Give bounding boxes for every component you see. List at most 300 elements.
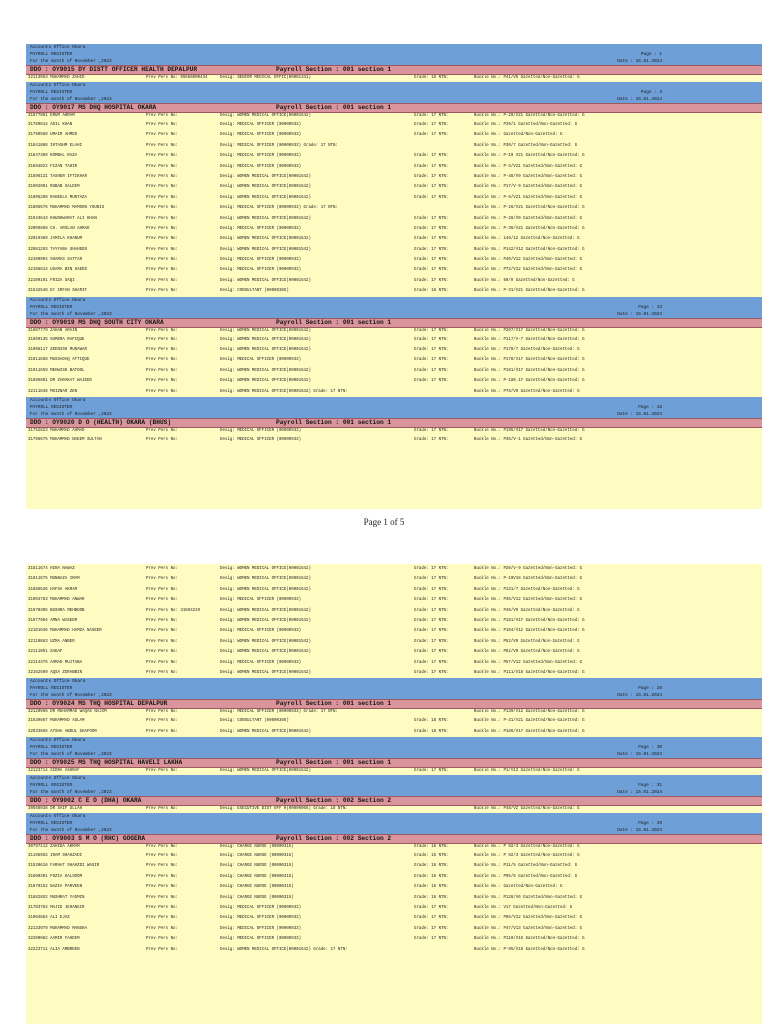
designation: Desig: MEDICAL OFFICER (00000933) xyxy=(220,437,302,442)
employee-name: 32019389 JAMILA KHANUM xyxy=(28,237,83,242)
report-date: Date : 15.01.2024 xyxy=(617,59,662,64)
buckle-no: Buckle No.: P181/V17 Gazetted/Non-Gazetted: G xyxy=(474,368,585,373)
report-date: Date : 15.01.2024 xyxy=(617,828,662,834)
prev-pers-no: Prev Pers No: xyxy=(146,906,178,911)
grade: Grade: 17 NTN: xyxy=(414,650,449,655)
grade: Grade: 16 NTN: xyxy=(414,845,449,850)
ddo-title: DDO : OY9019 MS DHQ SOUTH CITY OKARA xyxy=(30,318,164,326)
prev-pers-no: Prev Pers No: xyxy=(146,639,178,644)
grade: Grade: 17 NTN: xyxy=(414,608,449,613)
employee-name: 32081293 TAYYABA SHAHEEN xyxy=(28,247,87,252)
grade: Grade: 17 NTN: xyxy=(414,258,449,263)
employee-name: 32111046 MOIZNAR ZEN xyxy=(28,389,78,394)
payroll-section: Payroll Section : 001 section 1 xyxy=(276,418,392,426)
grade: Grade: 17 NTN: xyxy=(414,123,449,127)
employee-row xyxy=(26,328,762,335)
buckle-no: Buckle No.: P195/V17 Gazetted/Non-Gazetted: G xyxy=(474,428,585,433)
grade: Grade: 17 NTN: xyxy=(414,926,449,931)
ddo-title: DDO : OY9017 MS DHQ HOSPITAL OKARA xyxy=(30,104,157,111)
report-header xyxy=(26,44,762,65)
grade: Grade: 17 NTN: xyxy=(414,337,449,342)
designation: Desig: MEDICAL OFFICER (00000933) Grade: 17 NTN: xyxy=(220,206,338,211)
office-name: Accounts Office Okara xyxy=(30,814,86,820)
employee-row xyxy=(26,435,762,445)
office-name: Accounts Office Okara xyxy=(30,83,86,88)
employee-name: 32223711 ALIA AMBREEN xyxy=(28,947,80,952)
designation: Desig: MEDICAL OFFICER (00000933) xyxy=(220,660,302,665)
employee-name: 30568038 DR SAIF ULLAH xyxy=(28,807,83,812)
designation: Desig: WOMEN MEDICAL OFFICE(00001542) Grade: 17 NTN: xyxy=(220,389,348,394)
prev-pers-no: Prev Pers No: xyxy=(146,389,178,394)
prev-pers-no: Prev Pers No: xyxy=(146,854,178,859)
designation: Desig: WOMEN MEDICAL OFFICE(00001542) xyxy=(220,216,311,221)
buckle-no: Buckle No.: P82/V9 Gazetted/Non-Gazetted: G xyxy=(474,650,580,655)
employee-name: 31943643 KHUDHWARAT ALI KHAN xyxy=(28,216,97,221)
employee-row xyxy=(26,75,762,82)
grade: Grade: 17 NTN: xyxy=(414,769,449,774)
grade: Grade: 16 NTN: xyxy=(414,854,449,859)
grade: Grade: 17 NTN: xyxy=(414,587,449,592)
prev-pers-no: Prev Pers No: xyxy=(146,916,178,921)
employee-name: 31894022 FIZAN TAHIR xyxy=(28,164,78,169)
employee-name: 31904783 MUHAMMAD ANWAR xyxy=(28,598,85,603)
buckle-no: Buckle No.: P178/V17 Gazetted/Non-Gazetted: G xyxy=(474,358,585,363)
employee-row xyxy=(26,934,762,944)
employee-row xyxy=(26,193,762,203)
employee-row xyxy=(26,564,762,574)
prev-pers-no: Prev Pers No: xyxy=(146,185,178,190)
report-title: PAYROLL REGISTER xyxy=(30,404,73,410)
report-header xyxy=(26,737,762,758)
ddo-bar xyxy=(26,103,762,113)
employee-row xyxy=(26,286,762,296)
report-date: Date : 15.01.2024 xyxy=(617,311,662,317)
designation: Desig: WOMEN MEDICAL OFFICE(00001542) xyxy=(220,185,311,190)
employee-row xyxy=(26,182,762,192)
buckle-no: Buckle No.: P95/6 Gazetted/Non-Gazetted: G xyxy=(474,874,578,879)
employee-row xyxy=(26,861,762,871)
buckle-no: Buckle No.: P-29/V21 Gazetted/Non-Gazetted: G xyxy=(474,114,585,118)
buckle-no: Buckle No.: P-31/V21 Gazetted/Non-Gazetted: G xyxy=(474,289,585,294)
report-month: For the month of November ,2023 xyxy=(30,828,112,834)
employee-name: 31752823 MUHAMMAD AHMAD xyxy=(28,428,85,433)
grade: Grade: 17 NTN: xyxy=(414,660,449,665)
prev-pers-no: Prev Pers No: xyxy=(146,660,178,665)
grade: Grade: 17 NTN: xyxy=(414,670,449,675)
designation: Desig: WOMEN MEDICAL OFFICE(00001542) xyxy=(220,328,311,333)
employee-row xyxy=(26,844,762,851)
grade: Grade: 16 NTN: xyxy=(414,885,449,890)
buckle-no: Buckle No.: P117/V-7 Gazetted/Non-Gazetted: G xyxy=(474,337,585,342)
employee-row xyxy=(26,366,762,376)
prev-pers-no: Prev Pers No: xyxy=(146,845,178,850)
designation: Desig: WOMEN MEDICAL OFFICE(00001542) xyxy=(220,195,311,200)
buckle-no: Buckle No.: P181/V17 Gazetted/Non-Gazetted: G xyxy=(474,618,585,623)
employee-name: 31639867 MUHAMMAD ASLAM xyxy=(28,719,85,724)
employee-name: 31805676 MUHAMMAD MAMOON YOUNIS xyxy=(28,206,105,211)
page-number: Page : 31 xyxy=(638,783,662,789)
prev-pers-no: Prev Pers No: xyxy=(146,268,178,273)
grade: Grade: 18 NTN: xyxy=(414,289,449,294)
buckle-no: Buckle No.: P131/7 Gazetted/Non-Gazetted: G xyxy=(474,587,580,592)
buckle-no: Buckle No.: P40/V12 Gazetted/Non-Gazetted: G xyxy=(474,258,583,263)
report-header xyxy=(26,813,762,834)
prev-pers-no: Prev Pers No: xyxy=(146,437,178,442)
prev-pers-no: Prev Pers No: xyxy=(146,629,178,634)
employee-name: 31811675 MUNNAZA IRAM xyxy=(28,577,80,582)
buckle-no: Buckle No.: P 92/3 Gazetted/Non-Gazetted: G xyxy=(474,854,580,859)
employee-name: 32106814 USAMA BIN SAEED xyxy=(28,268,87,273)
prev-pers-no: Prev Pers No: xyxy=(146,807,178,812)
employee-row xyxy=(26,335,762,345)
designation: Desig: WOMEN MEDICAL OFFICE(00001542) xyxy=(220,247,311,252)
designation: Desig: WOMEN MEDICAL OFFICE(00001542) xyxy=(220,608,311,613)
grade: Grade: 17 NTN: xyxy=(414,629,449,634)
grade: Grade: 17 NTN: xyxy=(414,437,449,442)
prev-pers-no: Prev Pers No: xyxy=(146,895,178,900)
employee-name: 32111051 SADAF xyxy=(28,650,63,655)
employee-row xyxy=(26,245,762,255)
page-number: Page : 28 xyxy=(638,686,662,692)
prev-pers-no: Prev Pers No: xyxy=(146,670,178,675)
designation: Desig: WOMEN MEDICAL OFFICE(00001542) xyxy=(220,670,311,675)
payroll-section: Payroll Section : 001 section 1 xyxy=(276,318,392,326)
prev-pers-no: Prev Pers No: xyxy=(146,885,178,890)
prev-pers-no: Prev Pers No: xyxy=(146,123,178,127)
employee-row xyxy=(26,151,762,161)
employee-row xyxy=(26,141,762,151)
prev-pers-no: Prev Pers No: xyxy=(146,769,178,774)
employee-name: 32110863 UZMA ANBER xyxy=(28,639,75,644)
page-number: Page : 13 xyxy=(638,304,662,310)
office-name: Accounts Office Okara xyxy=(30,397,86,403)
employee-name: 31796675 MUHAMMAD NAEEM SULTAN xyxy=(28,437,102,442)
payroll-section: Payroll Section : 001 section 1 xyxy=(276,104,392,111)
prev-pers-no: Prev Pers No: xyxy=(146,598,178,603)
buckle-no: Buckle No.: P39/1 Gazetted/Non-Gazetted: G xyxy=(474,123,578,127)
report-header xyxy=(26,775,762,796)
employee-row xyxy=(26,224,762,234)
payroll-section: Payroll Section : 001 section 1 xyxy=(276,700,392,708)
designation: Desig: EXECUTIVE DIST OFF H(00000068) Grade: 18 NTN: xyxy=(220,807,348,812)
buckle-no: Buckle No.: P139/V12 Gazetted/Non-Gazetted: G xyxy=(474,710,585,715)
buckle-no: Buckle No.: P207/V17 Gazetted/Non-Gazetted: G xyxy=(474,328,585,333)
employee-name: 31196662 IRAM SHAHZADI xyxy=(28,854,83,859)
grade: Grade: 17 NTN: xyxy=(414,428,449,433)
employee-name: 31530616 FARHAT SHAHZDI WASIR xyxy=(28,864,100,869)
buckle-no: Buckle No.: P-48/V9 Gazetted/Non-Gazetted: G xyxy=(474,174,583,179)
report-month: For the month of November ,2023 xyxy=(30,693,112,699)
report-date: Date : 15.01.2024 xyxy=(617,752,662,758)
employee-name: 31902001 RUBAB SALEEM xyxy=(28,185,80,190)
grade: Grade: 16 NTN: xyxy=(414,895,449,900)
employee-row xyxy=(26,255,762,265)
employee-row xyxy=(26,658,762,668)
grade: Grade: 18 NTN: xyxy=(414,719,449,724)
employee-row xyxy=(26,709,762,716)
prev-pers-no: Prev Pers No: xyxy=(146,337,178,342)
employee-row xyxy=(26,945,762,955)
grade: Grade: 17 NTN: xyxy=(414,916,449,921)
ddo-title: DDO : OY9020 D O (HEALTH) OKARA (BHUS) xyxy=(30,418,172,426)
designation: Desig: WOMEN MEDICAL OFFICE(00001542) xyxy=(220,567,311,571)
prev-pers-no: Prev Pers No: 95556000434 xyxy=(146,76,208,80)
prev-pers-no: Prev Pers No: xyxy=(146,237,178,242)
designation: Desig: MEDICAL OFFICER (00000933) xyxy=(220,937,302,942)
ddo-bar xyxy=(26,418,762,428)
grade: Grade: 17 NTN: xyxy=(414,226,449,231)
designation: Desig: WOMEN MEDICAL OFFICE(00001542) Grade: 17 NTN: xyxy=(220,947,348,952)
grade: Grade: 17 NTN: xyxy=(414,216,449,221)
prev-pers-no: Prev Pers No: xyxy=(146,937,178,942)
grade: Grade: 17 NTN: xyxy=(414,247,449,252)
employee-name: 31886536 HAFSA AKRAM xyxy=(28,587,78,592)
employee-name: 31905200 RAHEELA MUNTAZA xyxy=(28,195,87,200)
employee-name: 32033665 AYSHA ABDUL GHAFOOR xyxy=(28,729,97,734)
buckle-no: Buckle No.: 146/12 Gazetted/Non-Gazetted: G xyxy=(474,237,580,242)
designation: Desig: MEDICAL OFFICER (00000933) xyxy=(220,916,302,921)
employee-row xyxy=(26,120,762,130)
grade: Grade: 17 NTN: xyxy=(414,639,449,644)
employee-name: 32009868 CH. ARSLAN AHMAD xyxy=(28,226,90,231)
employee-row xyxy=(26,903,762,913)
employee-name: 31847380 KOMBAL RAZA xyxy=(28,154,78,159)
buckle-no: Buckle No.: P78/V9 Gazetted/Non-Gazetted: G xyxy=(474,389,580,394)
buckle-no: Buckle No.: P30/7 Gazetted/Non-Gazetted: G xyxy=(474,143,578,148)
employee-name: 31882852 MUSHRAT YASMIN xyxy=(28,895,85,900)
buckle-no: Buckle No.: Gazetted/Non-Gazetted: G xyxy=(474,885,563,890)
designation: Desig: MEDICAL OFFICER (00000933) xyxy=(220,258,302,263)
grade: Grade: 17 NTN: xyxy=(414,237,449,242)
report-date: Date : 15.01.2024 xyxy=(617,97,662,102)
buckle-no: Buckle No.: P17/V-9 Gazetted/Non-Gazetted: G xyxy=(474,185,583,190)
prev-pers-no: Prev Pers No: xyxy=(146,567,178,571)
prev-pers-no: Prev Pers No: xyxy=(146,358,178,363)
employee-name: 31911659 MEHWISH BATOOL xyxy=(28,368,85,373)
ddo-bar xyxy=(26,65,762,75)
designation: Desig: WOMEN MEDICAL OFFICE(00001542) xyxy=(220,639,311,644)
prev-pers-no: Prev Pers No: xyxy=(146,926,178,931)
prev-pers-no: Prev Pers No: xyxy=(146,379,178,384)
employee-row xyxy=(26,606,762,616)
designation: Desig: WOMEN MEDICAL OFFICE(00001542) xyxy=(220,577,311,582)
grade: Grade: 17 NTN: xyxy=(414,164,449,169)
buckle-no: Buckle No.: P110/V16 Gazetted/Non-Gazetted: G xyxy=(474,937,585,942)
employee-name: 32120966 DR MUHAMMAD WAQAS NAJIM xyxy=(28,710,107,715)
grade: Grade: 17 NTN: xyxy=(414,379,449,384)
designation: Desig: CHARGE NURSE (00000315) xyxy=(220,874,294,879)
employee-row xyxy=(26,616,762,626)
buckle-no: Buckle No.: P57/V12 Gazetted/Non-Gazetted: G xyxy=(474,660,583,665)
designation: Desig: WOMEN MEDICAL OFFICE(00001542) xyxy=(220,368,311,373)
grade: Grade: 17 NTN: xyxy=(414,133,449,138)
report-title: PAYROLL REGISTER xyxy=(30,821,73,827)
employee-name: 32101046 MUHAMMAD HAMZA NASEER xyxy=(28,629,102,634)
employee-row xyxy=(26,872,762,882)
employee-row xyxy=(26,113,762,120)
employee-row xyxy=(26,203,762,213)
designation: Desig: CHARGE NURSE (00000315) xyxy=(220,895,294,900)
designation: Desig: WOMEN MEDICAL OFFICE(00001542) xyxy=(220,278,311,283)
employee-name: 31911568 MUSSADAQ ATTIQUE xyxy=(28,358,90,363)
buckle-no: Buckle No.: P186/V17 Gazetted/Non-Gazetted: G xyxy=(474,729,585,734)
buckle-no: Buckle No.: P-26/V21 Gazetted/Non-Gazetted: G xyxy=(474,206,585,211)
buckle-no: Buckle No.: P1/V13 Gazetted/Non-Gazetted: G xyxy=(474,769,580,774)
designation: Desig: WOMEN MEDICAL OFFICE(00001542) xyxy=(220,337,311,342)
prev-pers-no: Prev Pers No: xyxy=(146,618,178,623)
grade: Grade: 17 NTN: xyxy=(414,185,449,190)
grade: Grade: 17 NTN: xyxy=(414,328,449,333)
employee-name: 30797112 ZAHIDA AKRAM xyxy=(28,845,80,850)
grade: Grade: 17 NTN: xyxy=(414,618,449,623)
employee-name: 31799550 UMAIR AHMED xyxy=(28,133,78,138)
employee-row xyxy=(26,595,762,605)
report-date: Date : 15.01.2024 xyxy=(617,411,662,417)
prev-pers-no: Prev Pers No: xyxy=(146,368,178,373)
employee-name: 32162509 AQSA ZERABBIN xyxy=(28,670,83,675)
employee-name: 31811674 HIRA NAWAZ xyxy=(28,567,75,571)
buckle-no: Buckle No.: P-95/V18 Gazetted/Non-Gazetted: G xyxy=(474,947,585,952)
buckle-no: Buckle No.: P142/V12 Gazetted/Non-Gazetted: G xyxy=(474,247,585,252)
report-header xyxy=(26,678,762,699)
designation: Desig: SENIOR MEDICAL OFFIC(00001341) xyxy=(220,76,311,80)
ddo-title: DDO : OY9024 MS THQ HOSPITAL DEPALPUR xyxy=(30,700,168,708)
designation: Desig: MEDICAL OFFICER (00000933) xyxy=(220,358,302,363)
payroll-section: Payroll Section : 001 section 1 xyxy=(276,759,392,767)
designation: Desig: CHARGE NURSE (00000315) xyxy=(220,854,294,859)
employee-row xyxy=(26,893,762,903)
designation: Desig: CONSULTANT (00000385) xyxy=(220,289,289,294)
pdf-page-2 xyxy=(26,564,762,1024)
office-name: Accounts Office Okara xyxy=(30,738,86,744)
prev-pers-no: Prev Pers No: xyxy=(146,258,178,263)
grade: Grade: 17 NTN: xyxy=(414,567,449,571)
designation: Desig: MEDICAL OFFICER (00000933) xyxy=(220,428,302,433)
office-name: Accounts Office Okara xyxy=(30,679,86,685)
employee-name: 31789814 ADIL KHAN xyxy=(28,123,73,127)
employee-name: 31896131 TASHER IFTIKHAR xyxy=(28,174,87,179)
buckle-no: Buckle No.: V17 Gazetted/Non-Gazetted: G xyxy=(474,906,573,911)
buckle-no: Buckle No.: P-3/V21 Gazetted/Non-Gazetted: G xyxy=(474,164,583,169)
grade: Grade: 17 NTN: xyxy=(414,598,449,603)
employee-row xyxy=(26,574,762,584)
prev-pers-no: Prev Pers No: 31594229 xyxy=(146,608,201,613)
buckle-no: Buckle No.: P-28/V9 Gazetted/Non-Gazetted: G xyxy=(474,216,583,221)
payroll-section: Payroll Section : 002 Section 2 xyxy=(276,835,392,843)
buckle-no: Buckle No.: P-19 V21 Gazetted/Non-Gazetted: G xyxy=(474,154,585,159)
grade: Grade: 17 NTN: xyxy=(414,358,449,363)
employee-row xyxy=(26,727,762,737)
prev-pers-no: Prev Pers No: xyxy=(146,174,178,179)
designation: Desig: MEDICAL OFFICER (00000933) xyxy=(220,133,302,138)
designation: Desig: MEDICAL OFFICER (00000933) xyxy=(220,906,302,911)
prev-pers-no: Prev Pers No: xyxy=(146,164,178,169)
buckle-no: Buckle No.: P111/V18 Gazetted/Non-Gazetted: G xyxy=(474,670,585,675)
employee-name: 32133979 MUHAMMAD MANSHA xyxy=(28,926,87,931)
ddo-bar xyxy=(26,834,762,844)
prev-pers-no: Prev Pers No: xyxy=(146,710,178,715)
employee-row xyxy=(26,882,762,892)
designation: Desig: WOMEN MEDICAL OFFICE(00001542) xyxy=(220,587,311,592)
designation: Desig: MEDICAL OFFICER (00000933) xyxy=(220,123,302,127)
designation: Desig: WOMEN MEDICAL OFFICE(00001542) xyxy=(220,348,311,353)
prev-pers-no: Prev Pers No: xyxy=(146,577,178,582)
grade: Grade: 16 NTN: xyxy=(414,874,449,879)
page-number: Page : 18 xyxy=(638,404,662,410)
prev-pers-no: Prev Pers No: xyxy=(146,143,178,148)
employee-row xyxy=(26,806,762,813)
buckle-no: Buckle No.: P-31/V21 Gazetted/Non-Gazetted: G xyxy=(474,719,585,724)
report-month: For the month of November ,2023 xyxy=(30,752,112,758)
buckle-no: Buckle No.: P46/V9 Gazetted/Non-Gazetted: G xyxy=(474,608,580,613)
designation: Desig: MEDICAL OFFICER (00000933) xyxy=(220,598,302,603)
grade: Grade: 17 NTN: xyxy=(414,577,449,582)
employee-row xyxy=(26,851,762,861)
buckle-no: Buckle No.: P126/V6 Gazetted/Non-Gazetted: G xyxy=(474,895,583,900)
report-date: Date : 15.01.2024 xyxy=(617,790,662,796)
page-number: Page : 30 xyxy=(638,745,662,751)
grade: Grade: 17 NTN: xyxy=(414,348,449,353)
employee-name: 32123714 SIDRA ASHRAF xyxy=(28,769,80,774)
buckle-no: Buckle No.: P41/V5 Gazetted/Non-Gazetted: G xyxy=(474,76,580,80)
grade: Grade: 17 NTN: xyxy=(414,154,449,159)
buckle-no: Buckle No.: P11/5 Gazetted/Non-Gazetted: G xyxy=(474,864,578,869)
ddo-bar xyxy=(26,699,762,709)
employee-row xyxy=(26,355,762,365)
designation: Desig: MEDICAL OFFICER (00000933) Grade: 17 NTN: xyxy=(220,143,338,148)
employee-name: 31869135 SUMERA RAFIQUE xyxy=(28,337,85,342)
report-month: For the month of November ,2023 xyxy=(30,411,112,417)
employee-row xyxy=(26,626,762,636)
prev-pers-no: Prev Pers No: xyxy=(146,650,178,655)
employee-row xyxy=(26,668,762,678)
employee-row xyxy=(26,428,762,435)
employee-row xyxy=(26,924,762,934)
report-header xyxy=(26,397,762,418)
buckle-no: Buckle No.: P48/V2 Gazetted/Non-Gazetted: G xyxy=(474,807,580,812)
employee-row xyxy=(26,172,762,182)
employee-row xyxy=(26,234,762,244)
grade: Grade: 17 NTN: xyxy=(414,278,449,283)
employee-row xyxy=(26,162,762,172)
grade: Grade: 17 NTN: xyxy=(414,174,449,179)
designation: Desig: WOMEN MEDICAL OFFICE(00001542) xyxy=(220,650,311,655)
buckle-no: Buckle No.: P-6/V21 Gazetted/Non-Gazetted: G xyxy=(474,195,583,200)
buckle-no: Buckle No.: P86/V12 Gazetted/Non-Gazetted: G xyxy=(474,916,583,921)
prev-pers-no: Prev Pers No: xyxy=(146,289,178,294)
designation: Desig: CHARGE NURSE (00000315) xyxy=(220,885,294,890)
buckle-no: Buckle No.: Gazetted/Non-Gazetted: G xyxy=(474,133,563,138)
employee-name: 31970305 BUSHRA MEHBOOB xyxy=(28,608,85,613)
ddo-title: DDO : OY9015 DY DISTT OFFICER HEALTH DEPALPUR xyxy=(30,66,198,73)
prev-pers-no: Prev Pers No: xyxy=(146,348,178,353)
report-title: PAYROLL REGISTER xyxy=(30,745,73,751)
grade: Grade: 18 NTN: xyxy=(414,76,449,80)
prev-pers-no: Prev Pers No: xyxy=(146,874,178,879)
designation: Desig: WOMEN MEDICAL OFFICE(00001542) xyxy=(220,618,311,623)
designation: Desig: MEDICAL OFFICER (00000933) xyxy=(220,629,302,634)
buckle-no: Buckle No.: P 92/3 Gazetted/Non-Gazetted: G xyxy=(474,845,580,850)
designation: Desig: WOMEN MEDICAL OFFICE(00001542) xyxy=(220,729,311,734)
employee-name: 31908117 ZEENISH MUNAWAR xyxy=(28,348,87,353)
grade: Grade: 18 NTN: xyxy=(414,729,449,734)
report-header xyxy=(26,82,762,103)
report-date: Date : 15.01.2024 xyxy=(617,693,662,699)
prev-pers-no: Prev Pers No: xyxy=(146,729,178,734)
designation: Desig: WOMEN MEDICAL OFFICE(00001542) xyxy=(220,237,311,242)
prev-pers-no: Prev Pers No: xyxy=(146,328,178,333)
ddo-bar xyxy=(26,796,762,806)
